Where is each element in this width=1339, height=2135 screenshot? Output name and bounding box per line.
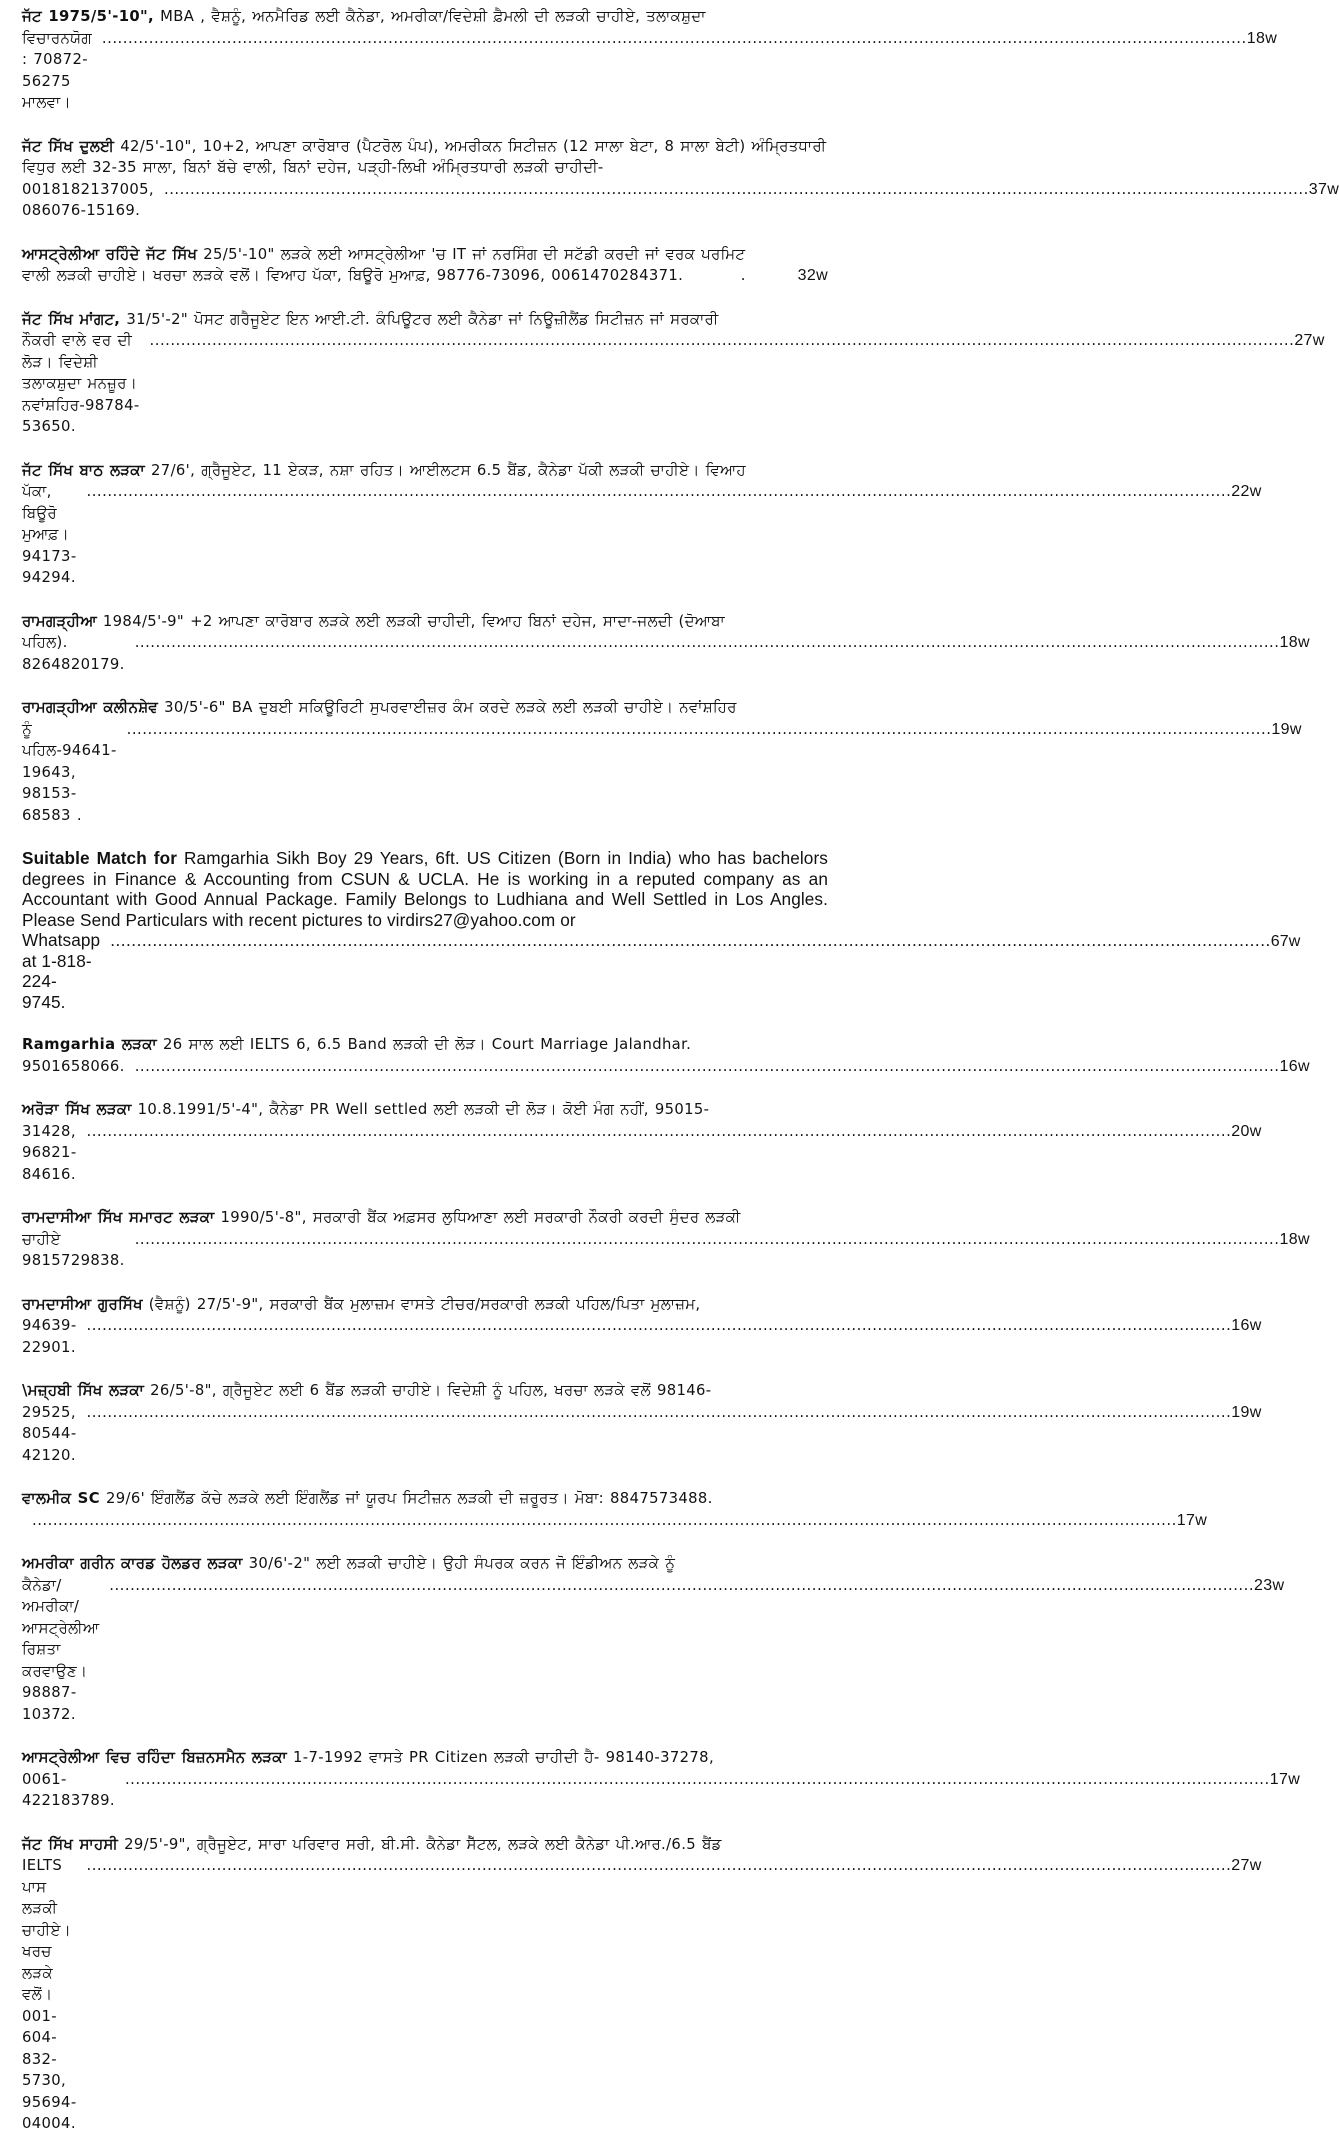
dot-leader: ............................................................................................................................................................................................................................ xyxy=(101,29,1247,47)
ad-body: 31/5'-2" ਪੋਸਟ ਗਰੈਜੂਏਟ ਇਨ ਆਈ.ਟੀ. ਕੰਪਿਊਟਰ ਲਈ ਕੈਨੇਡਾ ਜਾਂ ਨਿਊਜ਼ੀਲੈਂਡ ਸਿਟੀਜ਼ਨ ਜਾਂ ਸਰਕਾਰੀ xyxy=(126,310,719,328)
classified-ad xyxy=(22,611,1310,676)
classified-ad xyxy=(22,1034,1310,1077)
dot-leader: ............................................................................................................................................................................................................................ xyxy=(86,1122,1232,1140)
ad-heading: ਜੱਟ ਸਿੱਖ ਬਾਠ ਲੜਕਾ xyxy=(22,461,145,479)
dot-leader: ............................................................................................................................................................................................................................ xyxy=(86,1403,1232,1421)
ad-contact: ਨੌਕਰੀ ਵਾਲੇ ਵਰ ਦੀ ਲੋੜ। ਵਿਦੇਸ਼ੀ ਤਲਾਕਸ਼ੁਦਾ ਮਨਜ਼ੂਰ। ਨਵਾਂਸ਼ਹਿਰ-98784-53650. xyxy=(22,332,140,435)
ad-text xyxy=(22,1553,828,1575)
ad-heading: ਜੱਟ 1975/5'-10", xyxy=(22,8,155,25)
ad-body: 30/5'-6" BA ਦੁਬਈ ਸਕਿਊਰਿਟੀ ਸੁਪਰਵਾਈਜ਼ਰ ਕੰਮ ਕਰਦੇ ਲੜਕੇ ਲਈ ਲੜਕੀ ਚਾਹੀਏ। ਨਵਾਂਸ਼ਹਿਰ xyxy=(164,699,737,716)
ad-heading: ਰਾਮਗੜ੍ਹੀਆ xyxy=(22,612,97,630)
ad-footer-line xyxy=(22,1510,1208,1532)
ad-body: 29/5'-9", ਗ੍ਰੈਜੂਏਟ, ਸਾਰਾ ਪਰਿਵਾਰ ਸਰੀ, ਬੀ.ਸੀ. ਕੈਨੇਡਾ ਸੈੱਟਲ, ਲੜਕੇ ਲਈ ਕੈਨੇਡਾ ਪੀ.ਆਰ./6.5 ਬੈਂਡ xyxy=(124,1835,722,1853)
ad-contact: ਚਾਹੀਏ 9815729838. xyxy=(22,1230,125,1269)
dot-leader: ............................................................................................................................................................................................................................ xyxy=(110,930,1271,950)
classified-ad xyxy=(22,1747,1301,1812)
ad-body: 29/6' ਇੰਗਲੈਂਡ ਕੱਚੇ ਲੜਕੇ ਲਈ ਇੰਗਲੈਂਡ ਜਾਂ ਯੂਰਪ ਸਿਟੀਜ਼ਨ ਲੜਕੀ ਦੀ ਜ਼ਰੂਰਤ। ਮੋਬਾ: 8847573488. xyxy=(105,1490,713,1507)
ad-contact: 0018182137005, 086076-15169. xyxy=(22,180,154,219)
classified-ad xyxy=(22,1834,1262,2135)
word-count-code: 18w xyxy=(1279,1230,1310,1248)
ad-contact: IELTS ਪਾਸ ਲੜਕੀ ਚਾਹੀਏ। ਖਰਚ ਲੜਕੇ ਵਲੋਂ। 001-604-832-5730, 95694-04004. xyxy=(22,1857,77,2132)
ad-footer-line xyxy=(22,481,1262,589)
ad-contact: ਕੈਨੇਡਾ/ਅਮਰੀਕਾ/ਆਸਟ੍ਰੇਲੀਆ ਰਿਸ਼ਤਾ ਕਰਵਾਉਣ। 98887-10372. xyxy=(22,1576,100,1723)
ad-heading: ਆਸਟ੍ਰੇਲੀਆ ਰਹਿੰਦੇ ਜੱਟ ਸਿੱਖ xyxy=(22,245,198,263)
ad-contact: 9501658066. xyxy=(22,1057,125,1075)
classified-ad xyxy=(22,136,1339,222)
matrimonial-ads-column xyxy=(22,6,1339,2135)
word-count-code: 18w xyxy=(1246,29,1278,47)
ad-contact: 31428, 96821-84616. xyxy=(22,1122,77,1183)
ad-text xyxy=(22,1034,828,1056)
ad-heading: ਜੱਟ ਸਿੱਖ ਮਾਂਗਟ, xyxy=(22,310,121,328)
ad-text xyxy=(22,611,828,633)
word-count-code: 16w xyxy=(1279,1057,1310,1075)
classified-ad xyxy=(22,848,1301,1012)
ad-text xyxy=(22,244,828,266)
ad-text xyxy=(22,1294,828,1316)
word-count-code: 16w xyxy=(1231,1317,1262,1334)
word-count-code: 19w xyxy=(1271,720,1302,738)
word-count-code: 37w xyxy=(1308,180,1339,198)
ad-text xyxy=(22,1747,828,1769)
classified-ad xyxy=(22,697,1302,826)
ad-footer-line xyxy=(22,1056,1310,1078)
ad-footer-line xyxy=(22,330,1325,438)
dot-leader: ............................................................................................................................................................................................................................ xyxy=(32,1511,1177,1529)
ad-body: 1990/5'-8", ਸਰਕਾਰੀ ਬੈਂਕ ਅਫ਼ਸਰ ਲੁਧਿਆਣਾ ਲਈ ਸਰਕਾਰੀ ਨੌਕਰੀ ਕਰਦੀ ਸੁੰਦਰ ਲੜਕੀ xyxy=(220,1209,741,1226)
classified-ad xyxy=(22,1380,1262,1466)
ad-footer-line xyxy=(22,719,1302,827)
word-count-code: 23w xyxy=(1254,1576,1285,1594)
word-count-code: 17w xyxy=(1176,1511,1208,1529)
ad-heading: \ਮਜ਼੍ਹਬੀ ਸਿੱਖ ਲੜਕਾ xyxy=(22,1382,145,1399)
ad-text xyxy=(22,1488,828,1510)
dot-leader: ............................................................................................................................................................................................................................ xyxy=(134,1230,1280,1248)
ad-text xyxy=(22,1207,828,1229)
ad-heading: ਆਸਟ੍ਰੇਲੀਆ ਵਿਚ ਰਹਿੰਦਾ ਬਿਜ਼ਨਸਮੈਨ ਲੜਕਾ xyxy=(22,1749,287,1766)
ad-body: Ramgarhia Sikh Boy 29 Years, 6ft. US Citizen (Born in India) who has bachelors degrees in Finance & Accounting from CSUN & UCLA. He is working in a reputed company as an Accountant with Good Annual Package. Family Belongs to Ludhiana and Well Settled in Los Angles. Please Send Particulars with recent pictures to virdirs27@yahoo.com or xyxy=(22,848,828,930)
ad-footer-line xyxy=(22,28,1278,114)
ad-body: (ਵੈਸ਼ਨੂੰ) 27/5'-9", ਸਰਕਾਰੀ ਬੈਂਕ ਮੁਲਾਜ਼ਮ ਵਾਸਤੇ ਟੀਚਰ/ਸਰਕਾਰੀ ਲੜਕੀ ਪਹਿਲ/ਪਿਤਾ ਮੁਲਾਜ਼ਮ, xyxy=(148,1295,701,1313)
ad-text xyxy=(22,1834,828,1856)
classified-ad xyxy=(22,1294,1262,1359)
word-count-code: 27w xyxy=(1294,332,1325,349)
dot-leader: ............................................................................................................................................................................................................................ xyxy=(86,1317,1232,1334)
word-count-code: 67w xyxy=(1270,933,1301,950)
dot-leader: ............................................................................................................................................................................................................................ xyxy=(134,634,1280,651)
ad-body: 27/6', ਗ੍ਰੈਜੂਏਟ, 11 ਏਕੜ, ਨਸ਼ਾ ਰਹਿਤ। ਆਈਲਟਸ 6.5 ਬੈਂਡ, ਕੈਨੇਡਾ ਪੱਕੀ ਲੜਕੀ ਚਾਹੀਏ। ਵਿਆਹ xyxy=(151,461,746,479)
classified-ad xyxy=(22,6,1278,114)
ad-contact: ਪਹਿਲ). 8264820179. xyxy=(22,634,125,673)
ad-contact: ਵਾਲੀ ਲੜਕੀ ਚਾਹੀਏ। ਖਰਚਾ ਲੜਕੇ ਵਲੋਂ। ਵਿਆਹ ਪੱਕਾ, ਬਿਊਰੋ ਮੁਆਫ਼, 98776-73096, 0061470284371. xyxy=(22,267,684,284)
ad-text xyxy=(22,1099,828,1121)
ad-text xyxy=(22,848,828,930)
ad-heading: ਰਾਮਗੜ੍ਹੀਆ ਕਲੀਨਸ਼ੇਵ xyxy=(22,699,159,716)
ad-heading: ਰਾਮਦਾਸੀਆ ਸਿੱਖ ਸਮਾਰਟ ਲੜਕਾ xyxy=(22,1209,215,1226)
ad-heading: ਅਰੋੜਾ ਸਿੱਖ ਲੜਕਾ xyxy=(22,1101,132,1118)
ad-text xyxy=(22,309,828,331)
word-count-code: 18w xyxy=(1279,634,1310,651)
ad-body: 10.8.1991/5'-4", ਕੈਨੇਡਾ PR Well settled ਲਈ ਲੜਕੀ ਦੀ ਲੋੜ। ਕੋਈ ਮੰਗ ਨਹੀਂ, 95015- xyxy=(137,1101,710,1118)
classified-ad xyxy=(22,460,1262,589)
ad-text xyxy=(22,1380,828,1402)
ad-footer-line xyxy=(22,1315,1262,1358)
ad-body: 26/5'-8", ਗ੍ਰੈਜੂਏਟ ਲਈ 6 ਬੈਂਡ ਲੜਕੀ ਚਾਹੀਏ। ਵਿਦੇਸ਼ੀ ਨੂੰ ਪਹਿਲ, ਖਰਚਾ ਲੜਕੇ ਵਲੋਂ 98146- xyxy=(150,1382,712,1399)
ad-heading: ਜੱਟ ਸਿੱਖ ਦੁਲਈ xyxy=(22,137,115,155)
ad-text xyxy=(22,6,828,28)
ad-contact: Whatsapp at 1-818-224-9745. xyxy=(22,930,101,1012)
dot-leader: ............................................................................................................................................................................................................................ xyxy=(86,483,1232,500)
ad-footer-line xyxy=(22,1229,1310,1272)
word-count-code: 22w xyxy=(1231,483,1262,500)
classified-ad xyxy=(22,1207,1310,1272)
classified-ad xyxy=(22,244,828,287)
ad-heading: ਅਮਰੀਕਾ ਗਰੀਨ ਕਾਰਡ ਹੋਲਡਰ ਲੜਕਾ xyxy=(22,1555,243,1572)
ad-footer-line xyxy=(22,1402,1262,1467)
ad-body: 1-7-1992 ਵਾਸਤੇ PR Citizen ਲੜਕੀ ਚਾਹੀਦੀ ਹੈ- 98140-37278, xyxy=(293,1749,714,1766)
ad-body: 42/5'-10", 10+2, ਆਪਣਾ ਕਾਰੋਬਾਰ (ਪੈਟਰੋਲ ਪੰਪ), ਅਮਰੀਕਨ ਸਿਟੀਜ਼ਨ (12 ਸਾਲਾ ਬੇਟਾ, 8 ਸਾਲਾ ਬੇਟੀ) ਅੰਮ੍ਰਿਤਧਾਰੀ ਵਿਧੁਰ ਲਈ 32-35 ਸਾਲਾ, ਬਿਨਾਂ ਬੱਚੇ ਵਾਲੀ, ਬਿਨਾਂ ਦਹੇਜ, ਪੜ੍ਹੀ-ਲਿਖੀ ਅੰਮ੍ਰਿਤਧਾਰੀ ਲੜਕੀ ਚਾਹੀਦੀ- xyxy=(22,137,827,176)
ad-body: 25/5'-10" ਲੜਕੇ ਲਈ ਆਸਟ੍ਰੇਲੀਆ 'ਚ IT ਜਾਂ ਨਰਸਿੰਗ ਦੀ ਸਟੱਡੀ ਕਰਦੀ ਜਾਂ ਵਰਕ ਪਰਮਿਟ xyxy=(203,245,746,263)
dot-leader: ............................................................................................................................................................................................................................ xyxy=(126,720,1272,738)
word-count-code: 27w xyxy=(1231,1857,1262,1874)
ad-text xyxy=(22,460,828,482)
dot-leader: ............................................................................................................................................................................................................................ xyxy=(109,1576,1255,1594)
ad-footer-line xyxy=(22,1769,1301,1812)
ad-contact: 94639-22901. xyxy=(22,1317,77,1356)
ad-text xyxy=(22,136,828,179)
ad-body: 26 ਸਾਲ ਲਈ IELTS 6, 6.5 Band ਲੜਕੀ ਦੀ ਲੋੜ। Court Marriage Jalandhar. xyxy=(163,1036,692,1053)
classified-ad xyxy=(22,1099,1262,1185)
ad-heading: Ramgarhia ਲੜਕਾ xyxy=(22,1036,157,1053)
ad-footer-line xyxy=(22,179,1339,222)
dot-leader: ............................................................................................................................................................................................................................ xyxy=(164,180,1309,198)
ad-heading: ਰਾਮਦਾਸੀਆ ਗੁਰਸਿੱਖ xyxy=(22,1295,143,1313)
classified-ad xyxy=(22,309,1325,438)
dot-leader: ............................................................................................................................................................................................................................ xyxy=(86,1857,1232,1874)
ad-text xyxy=(22,697,828,719)
ad-footer-line xyxy=(22,930,1301,1012)
ad-heading: Suitable Match for xyxy=(22,848,178,868)
ad-footer-line xyxy=(22,265,828,287)
ad-footer-line xyxy=(22,1575,1285,1726)
ad-contact: 0061-422183789. xyxy=(22,1770,115,1809)
ad-footer-line xyxy=(22,632,1310,675)
ad-heading: ਵਾਲਮੀਕ SC xyxy=(22,1490,100,1507)
ad-contact: ਨੂੰ ਪਹਿਲ-94641-19643, 98153-68583 . xyxy=(22,720,117,824)
ad-body: 30/6'-2" ਲਈ ਲੜਕੀ ਚਾਹੀਏ। ਉਹੀ ਸੰਪਰਕ ਕਰਨ ਜੋ ਇੰਡੀਅਨ ਲੜਕੇ ਨੂੰ xyxy=(248,1555,676,1572)
classified-ad xyxy=(22,1488,1208,1531)
word-count-code: 32w xyxy=(797,267,828,284)
ad-contact: ਵਿਚਾਰਨਯੋਗ : 70872-56275 ਮਾਲਵਾ। xyxy=(22,29,92,111)
dot-leader: ............................................................................................................................................................................................................................ xyxy=(134,1057,1280,1075)
ad-body: MBA , ਵੈਸ਼ਨੂੰ, ਅਨਮੈਰਿਡ ਲਈ ਕੈਨੇਡਾ, ਅਮਰੀਕਾ/ਵਿਦੇਸ਼ੀ ਫ਼ੈਮਲੀ ਦੀ ਲੜਕੀ ਚਾਹੀਏ, ਤਲਾਕਸ਼ੁਦਾ xyxy=(160,8,706,25)
ad-footer-line xyxy=(22,1121,1262,1186)
ad-footer-line xyxy=(22,1855,1262,2135)
word-count-code: 19w xyxy=(1231,1403,1262,1421)
word-count-code: 17w xyxy=(1269,1770,1301,1788)
ad-body: 1984/5'-9" +2 ਆਪਣਾ ਕਾਰੋਬਾਰ ਲੜਕੇ ਲਈ ਲੜਕੀ ਚਾਹੀਦੀ, ਵਿਆਹ ਬਿਨਾਂ ਦਹੇਜ, ਸਾਦਾ-ਜਲਦੀ (ਦੋਆਬਾ xyxy=(102,612,725,630)
classified-ad xyxy=(22,1553,1285,1725)
dot-leader: ............................................................................................................................................................................................................................ xyxy=(124,1770,1270,1788)
dot-leader: . xyxy=(740,267,746,284)
ad-heading: ਜੱਟ ਸਿੱਖ ਸਾਹਸੀ xyxy=(22,1835,119,1853)
dot-leader: ............................................................................................................................................................................................................................ xyxy=(149,332,1295,349)
ad-contact: 29525, 80544-42120. xyxy=(22,1403,77,1464)
word-count-code: 20w xyxy=(1231,1122,1262,1140)
ad-contact: ਪੱਕਾ, ਬਿਊਰੋ ਮੁਆਫ਼। 94173-94294. xyxy=(22,483,77,586)
